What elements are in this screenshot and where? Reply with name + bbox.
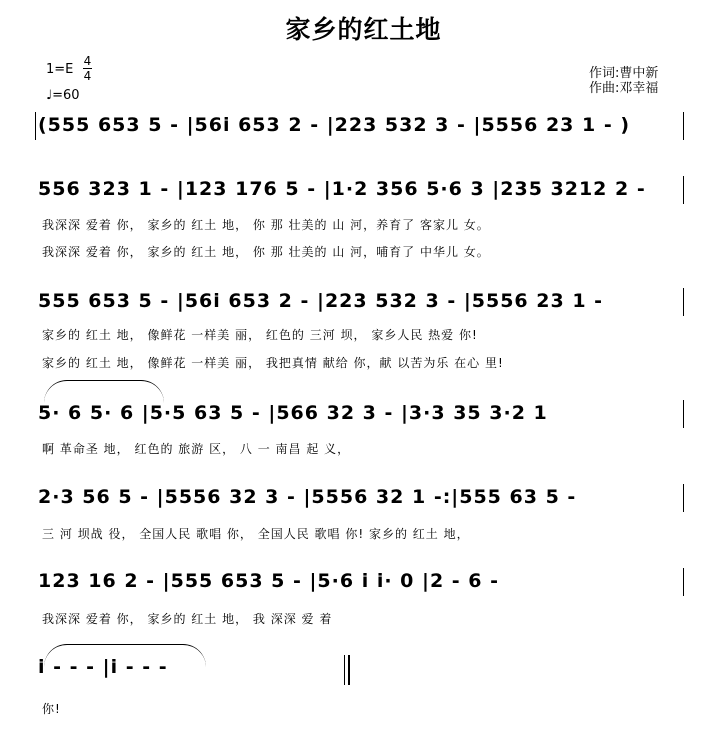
barline (35, 112, 36, 140)
song-title: 家乡的红土地 (285, 15, 442, 44)
notation-line: (555 653 5 - |56i 653 2 - |223 532 3 - |5556 23 1 - ) (38, 114, 631, 136)
notation-line: 556 323 1 - |123 176 5 - |1·2 356 5·6 3 |235 3212 2 - (38, 178, 646, 200)
barline (683, 176, 684, 204)
tempo-marking: ♩=60 (46, 88, 80, 103)
barline (683, 568, 684, 596)
lyric-line-8: 你! (42, 702, 61, 716)
lyric-line-5: 啊 革命圣 地， 红色的 旅游 区， 八 一 南昌 起 义， (42, 442, 351, 456)
barline (683, 288, 684, 316)
score-row-2 (38, 178, 689, 206)
notation-line: 555 653 5 - |56i 653 2 - |223 532 3 - |5556 23 1 - (38, 290, 604, 312)
notation-line: 5· 6 5· 6 |5·5 63 5 - |566 32 3 - |3·3 35 3·2 1 (38, 402, 548, 424)
score-row-3 (38, 290, 689, 318)
time-signature-top: 4 (83, 54, 92, 68)
score-row-6 (38, 570, 689, 598)
score-row-5 (38, 486, 689, 514)
score-row-7 (38, 656, 689, 684)
lyric-line-1: 我深深 爱着 你， 家乡的 红土 地， 你 那 壮美的 山 河，养育了 客家儿 女。 (42, 218, 490, 232)
notation-line: i - - - |i - - - (38, 656, 168, 678)
composer-credit: 作曲:邓幸福 (589, 81, 659, 96)
lyric-line-7: 我深深 爱着 你， 家乡的 红土 地， 我 深深 爱 着 (42, 612, 333, 626)
final-barline (344, 655, 350, 685)
lyric-line-2: 我深深 爱着 你， 家乡的 红土 地， 你 那 壮美的 山 河，哺育了 中华儿 女。 (42, 245, 490, 259)
lyricist-credit: 作词:曹中新 (589, 66, 659, 81)
key-signature: 1=E (46, 62, 74, 77)
slur (44, 380, 164, 403)
barline (683, 112, 684, 140)
time-signature-bottom: 4 (83, 69, 92, 83)
notation-line: 2·3 56 5 - |5556 32 3 - |5556 32 1 -:|555 63 5 - (38, 486, 577, 508)
time-signature (83, 54, 92, 83)
barline (683, 400, 684, 428)
lyric-line-6: 三 河 坝战 役， 全国人民 歌唱 你， 全国人民 歌唱 你! 家乡的 红土 地， (42, 527, 470, 541)
lyric-line-4: 家乡的 红土 地， 像鲜花 一样美 丽， 我把真情 献给 你，献 以苦为乐 在心 里! (42, 356, 504, 370)
barline (683, 484, 684, 512)
score-row-1 (38, 114, 689, 142)
notation-line: 123 16 2 - |555 653 5 - |5·6 i i· 0 |2 - 6 - (38, 570, 500, 592)
score-row-4 (38, 402, 689, 430)
lyric-line-3: 家乡的 红土 地， 像鲜花 一样美 丽， 红色的 三河 坝， 家乡人民 热爱 你! (42, 328, 478, 342)
